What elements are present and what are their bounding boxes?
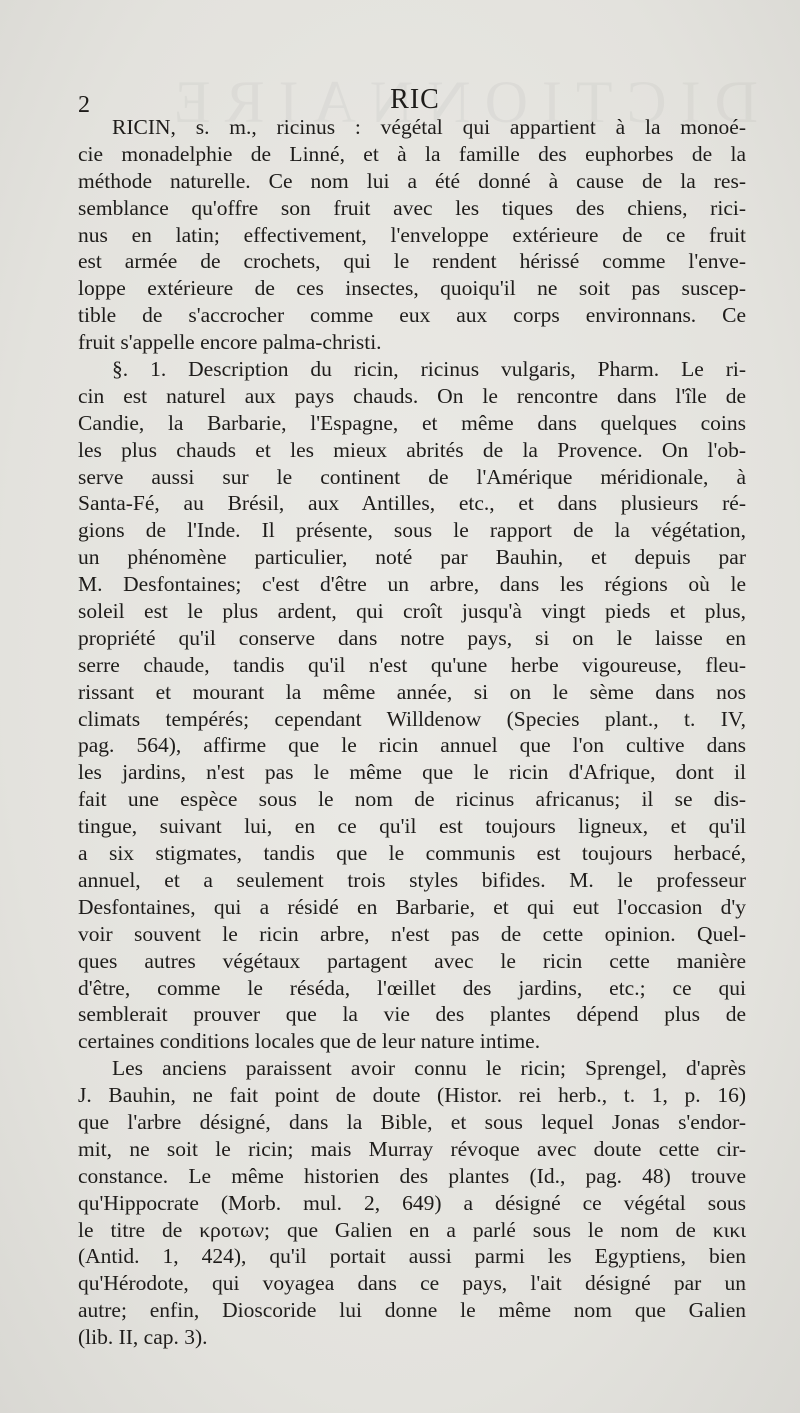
text-line: d'être, comme le réséda, l'œillet des jardins, etc.; ce qui	[78, 975, 746, 1000]
text-line: un phénomène particulier, noté par Bauhin, et depuis par	[78, 545, 746, 570]
text-line: les plus chauds et les mieux abrités de la Provence. On l'ob-	[78, 437, 746, 462]
text-line: climats tempérés; cependant Willdenow (Species plant., t. IV,	[78, 706, 746, 731]
text-line: annuel, et a seulement trois styles bifides. M. le professeur	[78, 867, 746, 892]
body-text	[78, 114, 746, 1351]
text-line: J. Bauhin, ne fait point de doute (Histor. rei herb., t. 1, p. 16)	[78, 1083, 746, 1108]
text-line: semblerait prouver que la vie des plantes dépend plus de	[78, 1002, 746, 1027]
text-line: mit, ne soit le ricin; mais Murray révoque avec doute cette cir-	[78, 1136, 746, 1161]
text-line: méthode naturelle. Ce nom lui a été donné à cause de la res-	[78, 168, 746, 193]
text-line: certaines conditions locales que de leur nature intime.	[78, 1029, 541, 1054]
text-line: loppe extérieure de ces insectes, quoiqu'il ne soit pas suscep-	[78, 276, 746, 301]
text-line: voir souvent le ricin arbre, n'est pas de cette opinion. Quel-	[78, 921, 746, 946]
text-line: soleil est le plus ardent, qui croît jusqu'à vingt pieds et plus,	[78, 599, 746, 624]
text-line: a six stigmates, tandis que le communis est toujours herbacé,	[78, 841, 746, 866]
text-line: cin est naturel aux pays chauds. On le rencontre dans l'île de	[78, 383, 746, 408]
text-line: Les anciens paraissent avoir connu le ricin; Sprengel, d'après	[112, 1056, 746, 1081]
page-header	[78, 84, 752, 118]
text-line: autre; enfin, Dioscoride lui donne le même nom que Galien	[78, 1298, 746, 1323]
text-line: pag. 564), affirme que le ricin annuel que l'on cultive dans	[78, 733, 746, 758]
text-line: le titre de κροτων; que Galien en a parlé sous le nom de κικι	[78, 1217, 746, 1242]
text-line: §. 1. Description du ricin, ricinus vulgaris, Pharm. Le ri-	[112, 357, 746, 382]
text-line: est armée de crochets, qui le rendent hérissé comme l'enve-	[78, 249, 746, 274]
text-line: les jardins, n'est pas le même que le ricin d'Afrique, dont il	[78, 760, 746, 785]
text-line: rissant et mourant la même année, si on le sème dans nos	[78, 679, 746, 704]
text-line: propriété qu'il conserve dans notre pays, si on le laisse en	[78, 625, 746, 650]
text-line: fruit s'appelle encore palma-christi.	[78, 330, 382, 355]
text-line: gions de l'Inde. Il présente, sous le rapport de la végétation,	[78, 518, 746, 543]
text-line: qu'Hérodote, qui voyagea dans ce pays, l'ait désigné par un	[78, 1271, 746, 1296]
text-line: constance. Le même historien des plantes (Id., pag. 48) trouve	[78, 1163, 746, 1188]
text-line: nus en latin; effectivement, l'enveloppe extérieure de ce fruit	[78, 222, 746, 247]
running-head: RIC	[390, 84, 440, 115]
text-line: ques autres végétaux partagent avec le ricin cette manière	[78, 948, 746, 973]
text-line: tible de s'accrocher comme eux aux corps environnans. Ce	[78, 303, 746, 328]
text-line: que l'arbre désigné, dans la Bible, et sous lequel Jonas s'endor-	[78, 1109, 746, 1134]
text-line: M. Desfontaines; c'est d'être un arbre, dans les régions où le	[78, 572, 746, 597]
text-line: (lib. II, cap. 3).	[78, 1325, 208, 1350]
text-line: fait une espèce sous le nom de ricinus africanus; il se dis-	[78, 787, 746, 812]
text-line: tingue, suivant lui, en ce qu'il est toujours ligneux, et qu'il	[78, 814, 746, 839]
page-number: 2	[78, 92, 90, 118]
text-line: Candie, la Barbarie, l'Espagne, et même dans quelques coins	[78, 410, 746, 435]
text-line: qu'Hippocrate (Morb. mul. 2, 649) a désigné ce végétal sous	[78, 1190, 746, 1215]
text-line: RICIN, s. m., ricinus : végétal qui appartient à la monoé-	[112, 115, 746, 139]
text-line: cie monadelphie de Linné, et à la famille des euphorbes de la	[78, 141, 746, 166]
text-line: serre chaude, tandis qu'il n'est qu'une herbe vigoureuse, fleu-	[78, 652, 746, 677]
text-line: serve aussi sur le continent de l'Amérique méridionale, à	[78, 464, 746, 489]
text-line: Santa-Fé, au Brésil, aux Antilles, etc., et dans plusieurs ré-	[78, 491, 746, 516]
text-line: Desfontaines, qui a résidé en Barbarie, et qui eut l'occasion d'y	[78, 894, 746, 919]
text-line: (Antid. 1, 424), qu'il portait aussi parmi les Egyptiens, bien	[78, 1244, 746, 1269]
text-line: semblance qu'offre son fruit avec les tiques des chiens, rici-	[78, 195, 746, 220]
